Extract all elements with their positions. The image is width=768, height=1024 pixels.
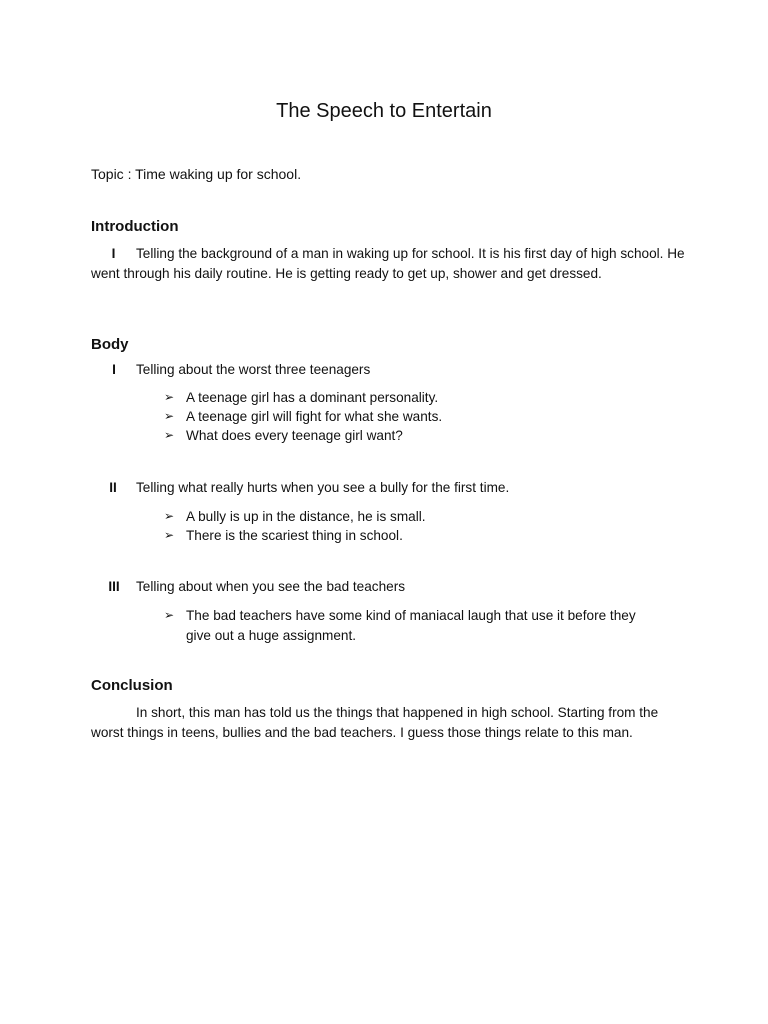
topic-line: Topic : Time waking up for school. <box>91 166 302 182</box>
document-title: The Speech to Entertain <box>276 100 492 122</box>
bullet-text: A bully is up in the distance, he is small. <box>186 509 426 524</box>
list-item <box>164 426 656 446</box>
body-point-2-numeral: II <box>109 480 117 495</box>
introduction-paragraph <box>91 244 691 283</box>
list-item <box>164 606 656 645</box>
arrowhead-bullet-icon: ➢ <box>164 390 175 404</box>
body-point-3-numeral: III <box>108 579 120 594</box>
list-item <box>164 407 656 427</box>
list-item <box>164 507 656 527</box>
body-point-1-numeral: I <box>112 362 116 377</box>
list-item <box>164 388 656 408</box>
introduction-numeral: I <box>111 246 116 261</box>
arrowhead-bullet-icon: ➢ <box>164 608 175 622</box>
list-item <box>164 526 656 546</box>
body-heading: Body <box>91 336 129 353</box>
conclusion-heading: Conclusion <box>91 677 173 694</box>
introduction-text: Telling the background of a man in waking up for school. It is his first day of high school. He went through his daily routine. He is getting ready to get up, shower and get dressed. <box>91 246 685 281</box>
arrowhead-bullet-icon: ➢ <box>164 428 175 442</box>
arrowhead-bullet-icon: ➢ <box>164 509 175 523</box>
bullet-text: A teenage girl will fight for what she wants. <box>186 409 443 424</box>
body-point-3-text: Telling about when you see the bad teachers <box>136 579 406 594</box>
bullet-text: A teenage girl has a dominant personality. <box>186 390 439 405</box>
arrowhead-bullet-icon: ➢ <box>164 528 175 542</box>
arrowhead-bullet-icon: ➢ <box>164 409 175 423</box>
body-point-1-text: Telling about the worst three teenagers <box>136 362 371 377</box>
bullet-text: The bad teachers have some kind of maniacal laugh that use it before they give out a huge assignment. <box>186 608 636 643</box>
body-point-2-text: Telling what really hurts when you see a bully for the first time. <box>136 480 510 495</box>
bullet-text: What does every teenage girl want? <box>186 428 403 443</box>
bullet-text: There is the scariest thing in school. <box>186 528 403 543</box>
introduction-heading: Introduction <box>91 218 179 235</box>
conclusion-paragraph: In short, this man has told us the things that happened in high school. Starting from the worst things in teens, bullies and the bad teachers. I guess those things relate to this man. <box>91 705 659 740</box>
